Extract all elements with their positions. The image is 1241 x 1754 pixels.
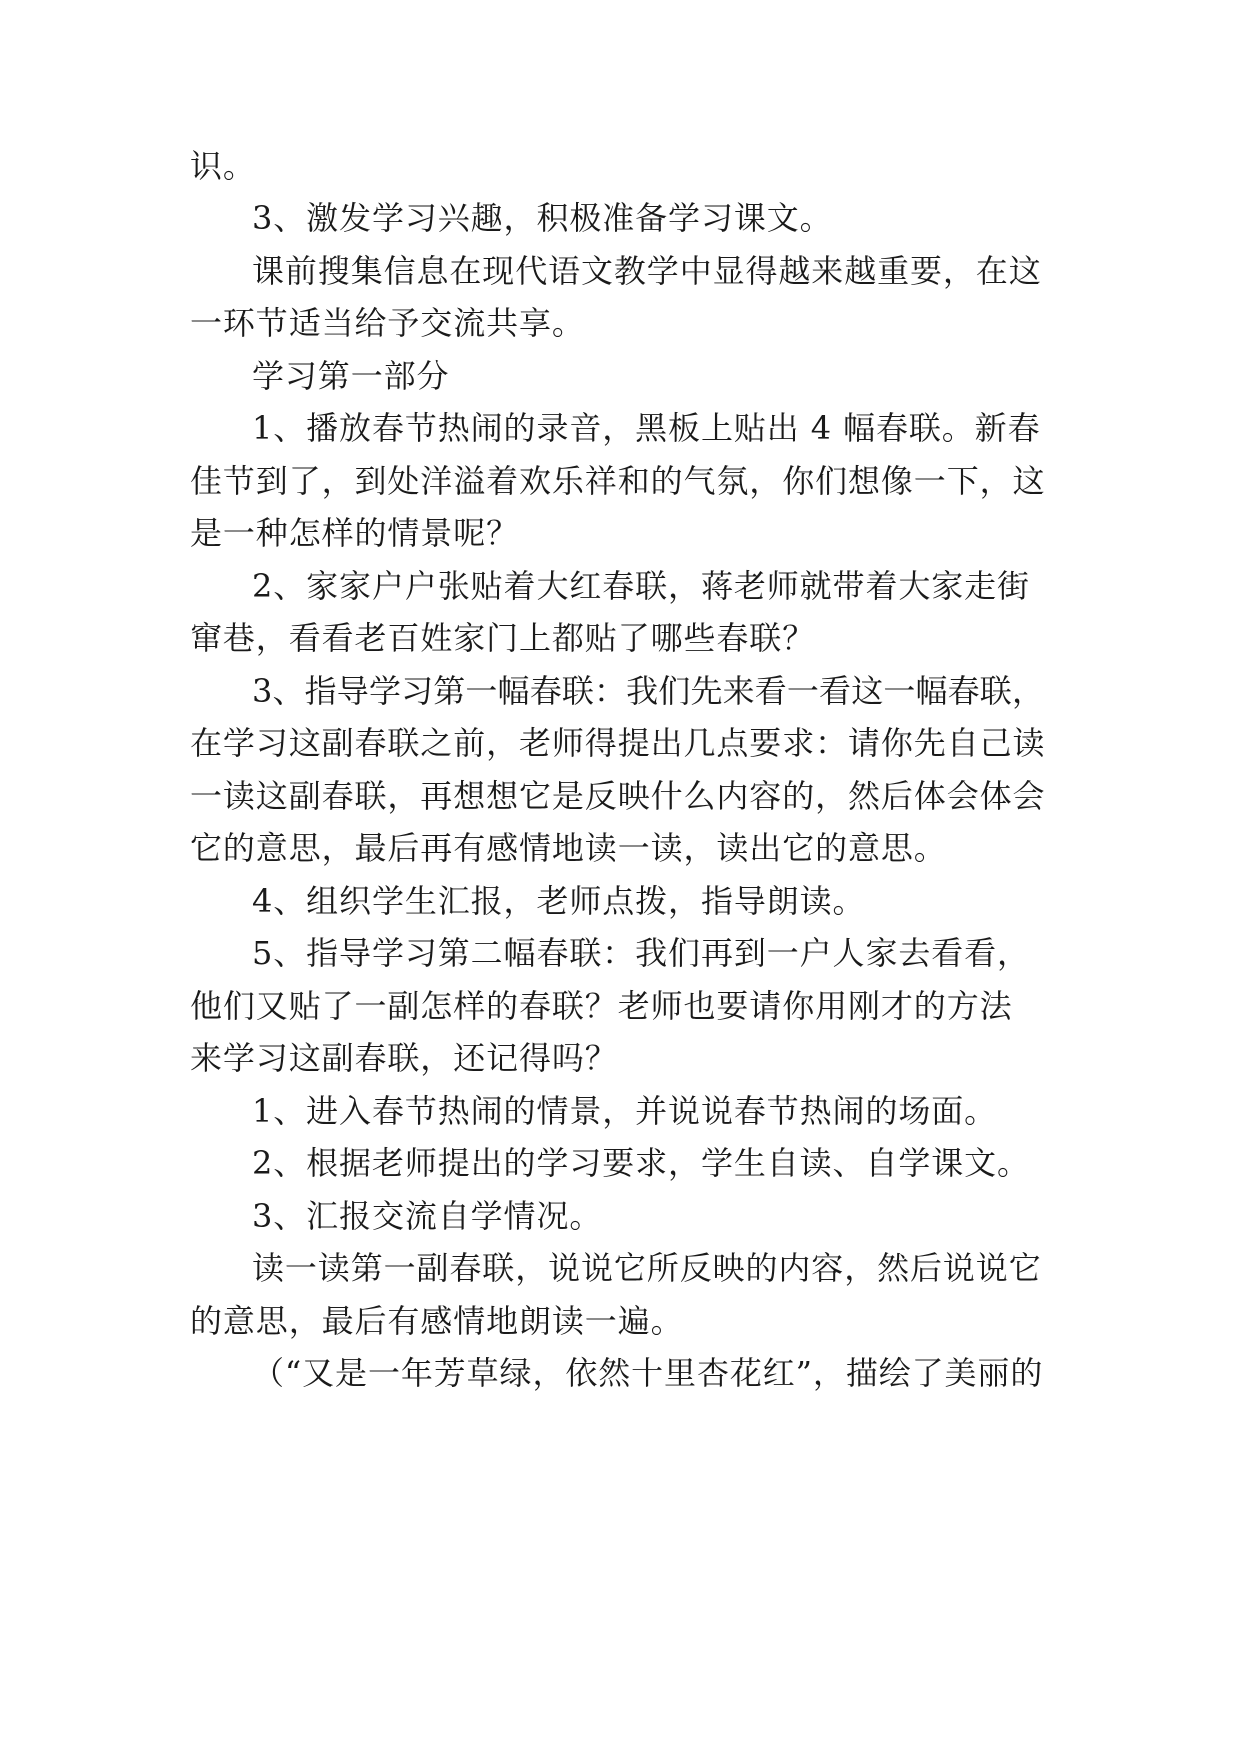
text-line-9: 2、家家户户张贴着大红春联，蒋老师就带着大家走街 (252, 567, 1030, 605)
text-line-21: 3、汇报交流自学情况。 (252, 1197, 603, 1235)
text-line-23: 的意思，最后有感情地朗读一遍。 (190, 1302, 684, 1340)
section-heading: 学习第一部分 (252, 357, 450, 395)
text-line-10: 窜巷，看看老百姓家门上都贴了哪些春联？ (190, 619, 816, 657)
text-line-3: 课前搜集信息在现代语文教学中显得越来越重要，在这 (252, 252, 1042, 290)
text-line-12: 在学习这副春联之前，老师得提出几点要求：请你先自己读 (190, 724, 1046, 762)
text-line-1: 识。 (190, 147, 256, 185)
text-line-14: 它的意思，最后再有感情地读一读，读出它的意思。 (190, 829, 947, 867)
text-line-16: 5、指导学习第二幅春联：我们再到一户人家去看看， (252, 934, 1030, 972)
text-line-18: 来学习这副春联，还记得吗？ (190, 1039, 618, 1077)
text-line-24: （“又是一年芳草绿，依然十里杏花红”，描绘了美丽的 (252, 1354, 1044, 1392)
text-line-7: 佳节到了，到处洋溢着欢乐祥和的气氛，你们想像一下，这 (190, 462, 1046, 500)
text-line-13: 一读这副春联，再想想它是反映什么内容的，然后体会体会 (190, 777, 1046, 815)
text-line-6: 1、播放春节热闹的录音，黑板上贴出 4 幅春联。新春 (252, 409, 1041, 447)
text-line-11: 3、指导学习第一幅春联：我们先来看一看这一幅春联， (252, 672, 1045, 710)
text-line-20: 2、根据老师提出的学习要求，学生自读、自学课文。 (252, 1144, 1030, 1182)
text-line-2: 3、激发学习兴趣，积极准备学习课文。 (252, 199, 833, 237)
text-line-17: 他们又贴了一副怎样的春联？老师也要请你用刚才的方法 (190, 987, 1013, 1025)
text-line-22: 读一读第一副春联，说说它所反映的内容，然后说说它 (252, 1249, 1042, 1287)
text-line-4: 一环节适当给予交流共享。 (190, 304, 585, 342)
text-line-15: 4、组织学生汇报，老师点拨，指导朗读。 (252, 882, 866, 920)
text-line-8: 是一种怎样的情景呢？ (190, 514, 520, 552)
text-line-19: 1、进入春节热闹的情景，并说说春节热闹的场面。 (252, 1092, 998, 1130)
